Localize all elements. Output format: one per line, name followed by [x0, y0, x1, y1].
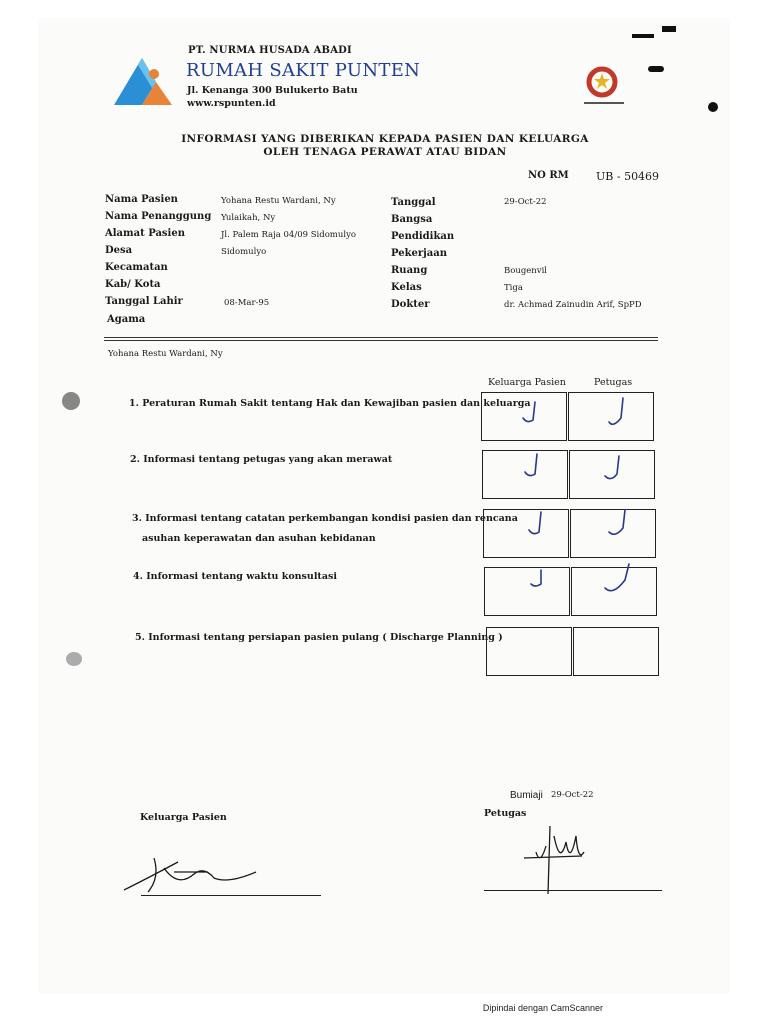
doctor-label: Dokter: [391, 299, 430, 310]
divider-line: [104, 337, 658, 338]
family-checkbox-5[interactable]: [486, 627, 572, 676]
village-value: Sidomulyo: [221, 247, 267, 257]
check-icon: [609, 398, 623, 424]
info-item-1: 1. Peraturan Rumah Sakit tentang Hak dan Kewajiban pasien dan keluarga: [129, 398, 531, 409]
staff-signature-label: Petugas: [484, 808, 527, 819]
birthdate-label: Tanggal Lahir: [105, 296, 183, 307]
religion-label: Agama: [107, 314, 146, 325]
scan-mark: [632, 34, 654, 38]
doctor-value: dr. Achmad Zainudin Arif, SpPD: [504, 300, 642, 310]
nationality-label: Bangsa: [391, 214, 433, 225]
address-value: Jl. Palem Raja 04/09 Sidomulyo: [221, 230, 356, 240]
patient-name-repeat: Yohana Restu Wardani, Ny: [108, 349, 223, 359]
date-label: Tanggal: [391, 197, 436, 208]
check-icon: [531, 570, 541, 586]
class-label: Kelas: [391, 282, 422, 293]
record-number-value: UB - 50469: [596, 170, 660, 183]
check-icon: [525, 454, 537, 476]
info-item-5: 5. Informasi tentang persiapan pasien pulang ( Discharge Planning ): [135, 632, 503, 643]
staff-signature-line: [484, 890, 662, 891]
info-item-4: 4. Informasi tentang waktu konsultasi: [133, 571, 337, 582]
education-label: Pendidikan: [391, 231, 455, 242]
info-item-2: 2. Informasi tentang petugas yang akan merawat: [130, 454, 393, 465]
guarantor-value: Yulaikah, Ny: [221, 213, 276, 223]
room-value: Bougenvil: [504, 266, 548, 276]
scan-mark: [648, 66, 664, 72]
check-icon: [523, 402, 535, 422]
family-signature-label: Keluarga Pasien: [140, 812, 227, 823]
staff-checkbox-5[interactable]: [573, 627, 659, 676]
hospital-name: RUMAH SAKIT PUNTEN: [186, 60, 421, 81]
guarantor-label: Nama Penanggung: [105, 211, 212, 222]
punch-hole-mark: [62, 392, 80, 410]
hospital-address: Jl. Kenanga 300 Bulukerto Batu: [187, 85, 358, 96]
info-item-3: 3. Informasi tentang catatan perkembangan kondisi pasien dan rencana: [132, 513, 518, 524]
class-value: Tiga: [504, 283, 523, 293]
city-label: Kab/ Kota: [105, 279, 161, 290]
divider-line: [104, 340, 658, 341]
info-item-3-continued: asuhan keperawatan dan asuhan kebidanan: [142, 533, 376, 544]
family-signature-line: [141, 895, 321, 896]
column-staff-header: Petugas: [594, 377, 633, 388]
document-title-line2: OLEH TENAGA PERAWAT ATAU BIDAN: [263, 146, 507, 158]
occupation-label: Pekerjaan: [391, 248, 448, 259]
staff-signature-icon: [520, 822, 590, 896]
signature-place: Bumiaji: [510, 790, 543, 801]
check-icon: [605, 564, 629, 591]
patient-name-label: Nama Pasien: [105, 194, 178, 205]
family-signature-icon: [118, 848, 268, 898]
address-label: Alamat Pasien: [105, 228, 185, 239]
check-icon: [609, 510, 625, 534]
hospital-logo-icon: [112, 52, 174, 106]
document-title-line1: INFORMASI YANG DIBERIKAN KEPADA PASIEN DAN KELUARGA: [181, 133, 589, 145]
punch-hole-mark: [66, 652, 82, 666]
column-family-header: Keluarga Pasien: [488, 377, 566, 388]
scan-mark: [662, 26, 676, 32]
company-name: PT. NURMA HUSADA ABADI: [188, 45, 352, 56]
check-marks: [481, 392, 655, 622]
hospital-website: www.rspunten.id: [187, 98, 276, 109]
signature-date: 29-Oct-22: [551, 790, 594, 800]
accreditation-seal-icon: [582, 62, 626, 110]
check-icon: [605, 456, 619, 479]
date-value: 29-Oct-22: [504, 197, 547, 207]
scan-mark: [708, 102, 718, 112]
record-number-label: NO RM: [528, 170, 569, 181]
room-label: Ruang: [391, 265, 428, 276]
district-label: Kecamatan: [105, 262, 168, 273]
scanner-footer: Dipindai dengan CamScanner: [482, 1003, 603, 1013]
birthdate-value: 08-Mar-95: [224, 298, 270, 308]
check-icon: [529, 512, 541, 534]
village-label: Desa: [105, 245, 133, 256]
patient-name-value: Yohana Restu Wardani, Ny: [221, 196, 336, 206]
